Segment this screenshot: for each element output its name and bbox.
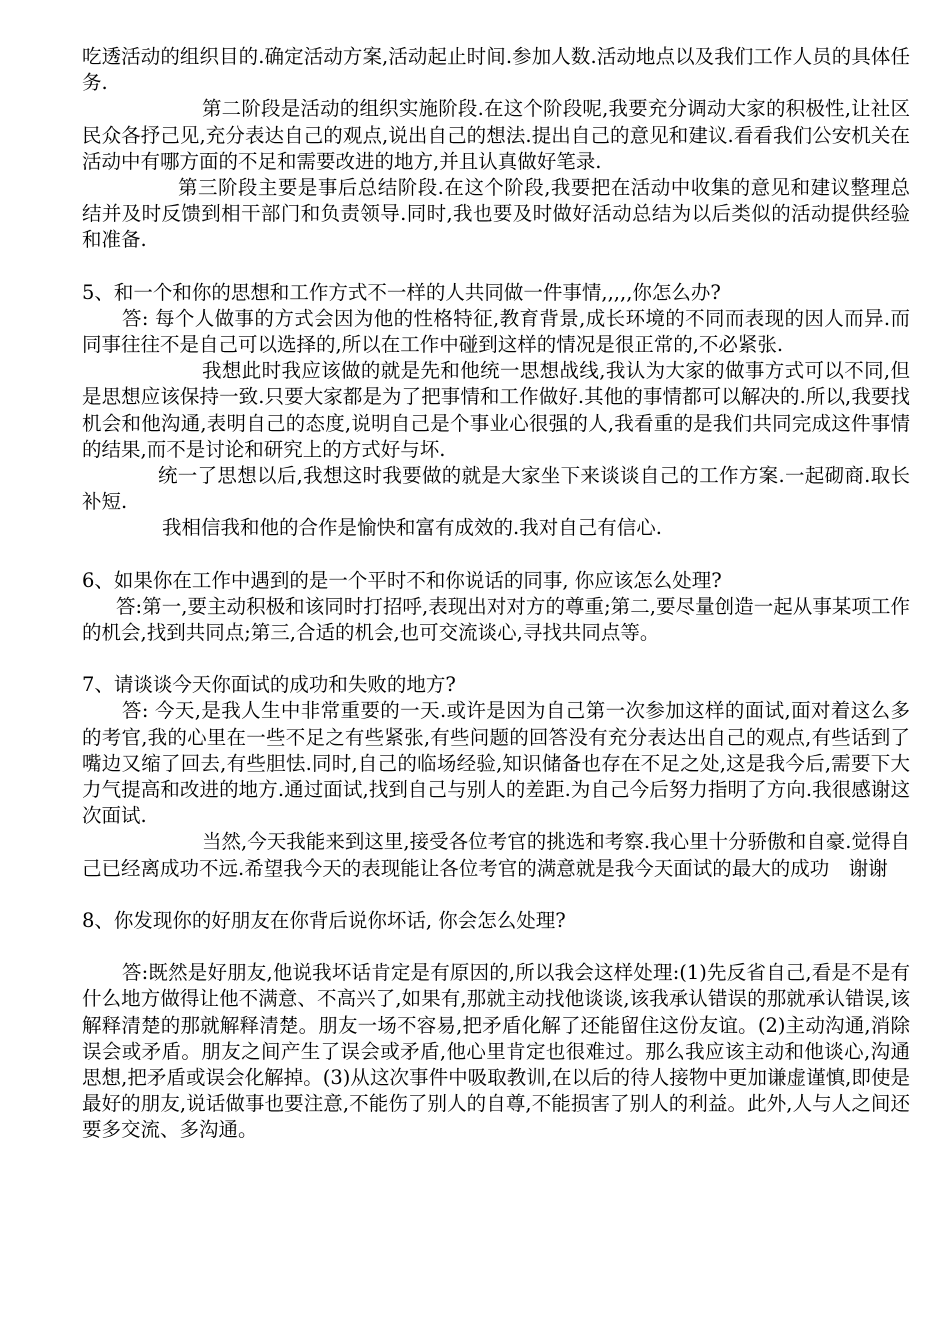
spacer (82, 934, 910, 960)
spacer (82, 542, 910, 568)
document-page (82, 44, 910, 1144)
question-6: 6、如果你在工作中遇到的是一个平时不和你说话的同事, 你应该怎么处理? (82, 568, 722, 592)
paragraph: 第三阶段主要是事后总结阶段.在这个阶段,我要把在活动中收集的意见和建议整理总结并及时反馈到相干部门和负责领导.同时,我也要及时做好活动总结为以后类似的活动提供经验和准备. (82, 176, 910, 252)
spacer (82, 254, 910, 280)
question-8: 8、你发现你的好朋友在你背后说你坏话, 你会怎么处理? (82, 908, 566, 932)
paragraph: 吃透活动的组织目的.确定活动方案,活动起止时间.参加人数.活动地点以及我们工作人员的具体任务. (82, 45, 910, 95)
answer-paragraph: 我相信我和他的合作是愉快和富有成效的.我对自己有信心. (162, 516, 662, 540)
answer-paragraph: 答: 今天,是我人生中非常重要的一天.或许是因为自己第一次参加这样的面试,面对着这么多的考官,我的心里在一些不足之有些紧张,有些问题的回答没有充分表达出自己的观点,有些话到了嘴边又缩了回去,有些胆怯.同时,自己的临场经验,知识储备也存在不足之处,这是我今后,需要下大力气提高和改进的地方.通过面试,找到自己与别人的差距.为自己今后努力指明了方向.我很感谢这次面试. (82, 699, 910, 828)
answer-paragraph: 答:第一,要主动积极和该同时打招呼,表现出对对方的尊重;第二,要尽量创造一起从事某项工作的机会,找到共同点;第三,合适的机会,也可交流谈心,寻找共同点等。 (82, 594, 910, 645)
answer-paragraph: 答: 每个人做事的方式会因为他的性格特征,教育背景,成长环境的不同而表现的因人而异.而同事往往不是自己可以选择的,所以在工作中碰到这样的情况是很正常的,不必紧张. (82, 306, 910, 357)
spacer (82, 882, 910, 908)
answer-paragraph: 当然,今天我能来到这里,接受各位考官的挑选和考察.我心里十分骄傲和自豪.觉得自己已经离成功不远.希望我今天的表现能让各位考官的满意就是我今天面试的最大的成功 谢谢 (82, 830, 910, 880)
spacer (82, 646, 910, 672)
answer-paragraph: 统一了思想以后,我想这时我要做的就是大家坐下来谈谈自己的工作方案.一起砌商.取长补短. (82, 464, 910, 514)
answer-paragraph: 答:既然是好朋友,他说我坏话肯定是有原因的,所以我会这样处理:(1)先反省自己,看是不是有什么地方做得让他不满意、不高兴了,如果有,那就主动找他谈谈,该我承认错误的那就承认错误,该解释清楚的那就解释清楚。朋友一场不容易,把矛盾化解了还能留住这份友谊。(2)主动沟通,消除误会或矛盾。朋友之间产生了误会或矛盾,他心里肯定也很难过。那么我应该主动和他谈心,沟通思想,把矛盾或误会化解掉。(3)从这次事件中吸取教训,在以后的待人接物中更加谦虚谨慎,即使是最好的朋友,说话做事也要注意,不能伤了别人的自尊,不能损害了别人的利益。此外,人与人之间还要多交流、多沟通。 (82, 961, 910, 1142)
answer-paragraph: 我想此时我应该做的就是先和他统一思想战线,我认为大家的做事方式可以不同,但是思想应该保持一致.只要大家都是为了把事情和工作做好.其他的事情都可以解决的.所以,我要找机会和他沟通,表明自己的态度,说明自己是个事业心很强的人,我看重的是我们共同完成这件事情的结果,而不是讨论和研究上的方式好与坏. (82, 359, 910, 461)
question-7: 7、请谈谈今天你面试的成功和失败的地方? (82, 673, 456, 697)
paragraph: 第二阶段是活动的组织实施阶段.在这个阶段呢,我要充分调动大家的积极性,让社区民众各抒己见,充分表达自己的观点,说出自己的想法.提出自己的意见和建议.看看我们公安机关在活动中有哪方面的不足和需要改进的地方,并且认真做好笔录. (82, 97, 910, 173)
question-5: 5、和一个和你的思想和工作方式不一样的人共同做一件事情,,,,,你怎么办? (82, 280, 721, 304)
